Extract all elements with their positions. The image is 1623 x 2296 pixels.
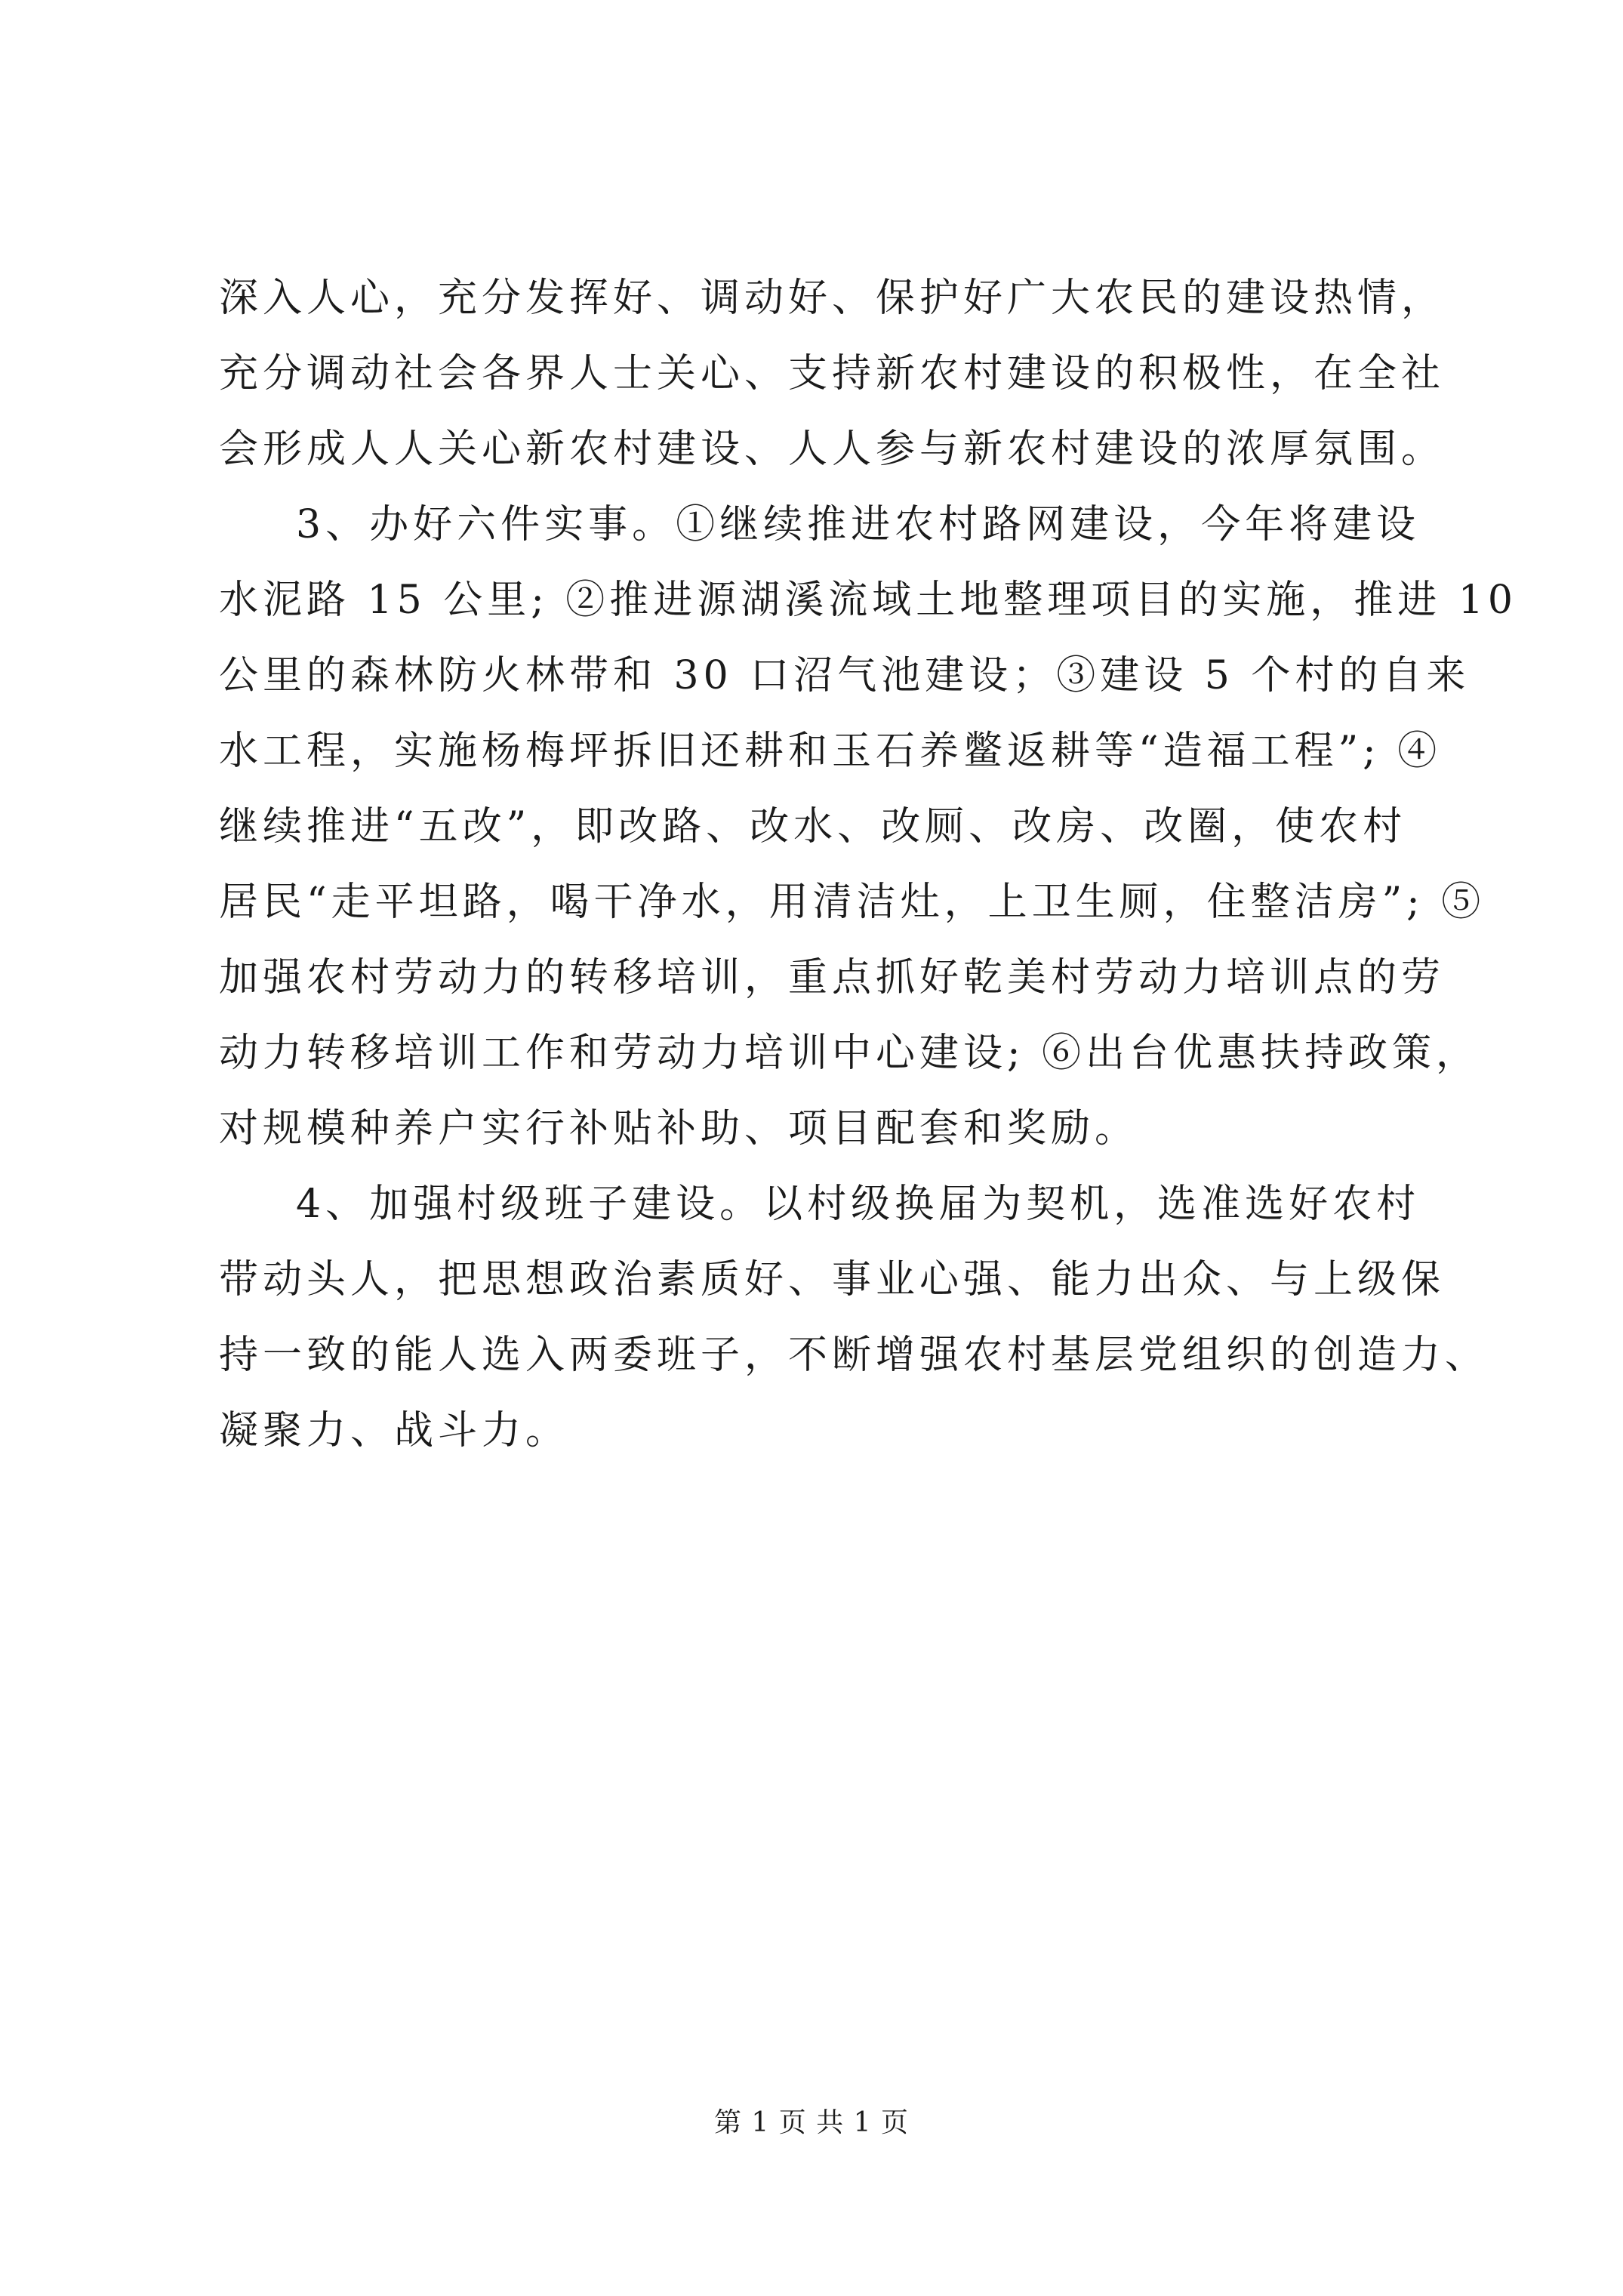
paragraph-1-line-1: 深入人心，充分发挥好、调动好、保护好广大农民的建设热情， bbox=[219, 276, 1446, 321]
page-footer: 第 1 页 共 1 页 bbox=[713, 2107, 910, 2138]
paragraph-2-line-1: 3、办好六件实事。①继续推进农村路网建设，今年将建设 bbox=[296, 502, 1421, 547]
paragraph-3-line-4: 凝聚力、战斗力。 bbox=[219, 1408, 570, 1453]
paragraph-2-line-6: 居民“走平坦路，喝干净水，用清洁灶，上卫生厕，住整洁房”; ⑤ bbox=[219, 880, 1486, 925]
paragraph-2-line-3: 公里的森林防火林带和 30 口沼气池建设；③建设 5 个村的自来 bbox=[219, 653, 1471, 698]
paragraph-2-line-7: 加强农村劳动力的转移培训，重点抓好乾美村劳动力培训点的劳 bbox=[219, 955, 1446, 1000]
paragraph-3-line-1: 4、加强村级班子建设。以村级换届为契机，选准选好农村 bbox=[296, 1182, 1421, 1227]
paragraph-3-line-3: 持一致的能人选入两委班子，不断增强农村基层党组织的创造力、 bbox=[219, 1333, 1489, 1378]
paragraph-2-line-2: 水泥路 15 公里; ②推进源湖溪流域土地整理项目的实施，推进 10 bbox=[219, 578, 1517, 623]
paragraph-1-line-3: 会形成人人关心新农村建设、人人参与新农村建设的浓厚氛围。 bbox=[219, 427, 1446, 472]
paragraph-3-line-2: 带动头人，把思想政治素质好、事业心强、能力出众、与上级保 bbox=[219, 1257, 1446, 1302]
paragraph-2-line-4: 水工程，实施杨梅坪拆旧还耕和玉石养鳖返耕等“造福工程”; ④ bbox=[219, 729, 1442, 774]
paragraph-2-line-8: 动力转移培训工作和劳动力培训中心建设; ⑥出台优惠扶持政策， bbox=[219, 1031, 1480, 1076]
paragraph-2-line-9: 对规模种养户实行补贴补助、项目配套和奖励。 bbox=[219, 1106, 1139, 1151]
paragraph-1-line-2: 充分调动社会各界人士关心、支持新农村建设的积极性，在全社 bbox=[219, 351, 1446, 396]
paragraph-2-line-5: 继续推进“五改”，即改路、改水、改厕、改房、改圈，使农村 bbox=[219, 804, 1407, 849]
